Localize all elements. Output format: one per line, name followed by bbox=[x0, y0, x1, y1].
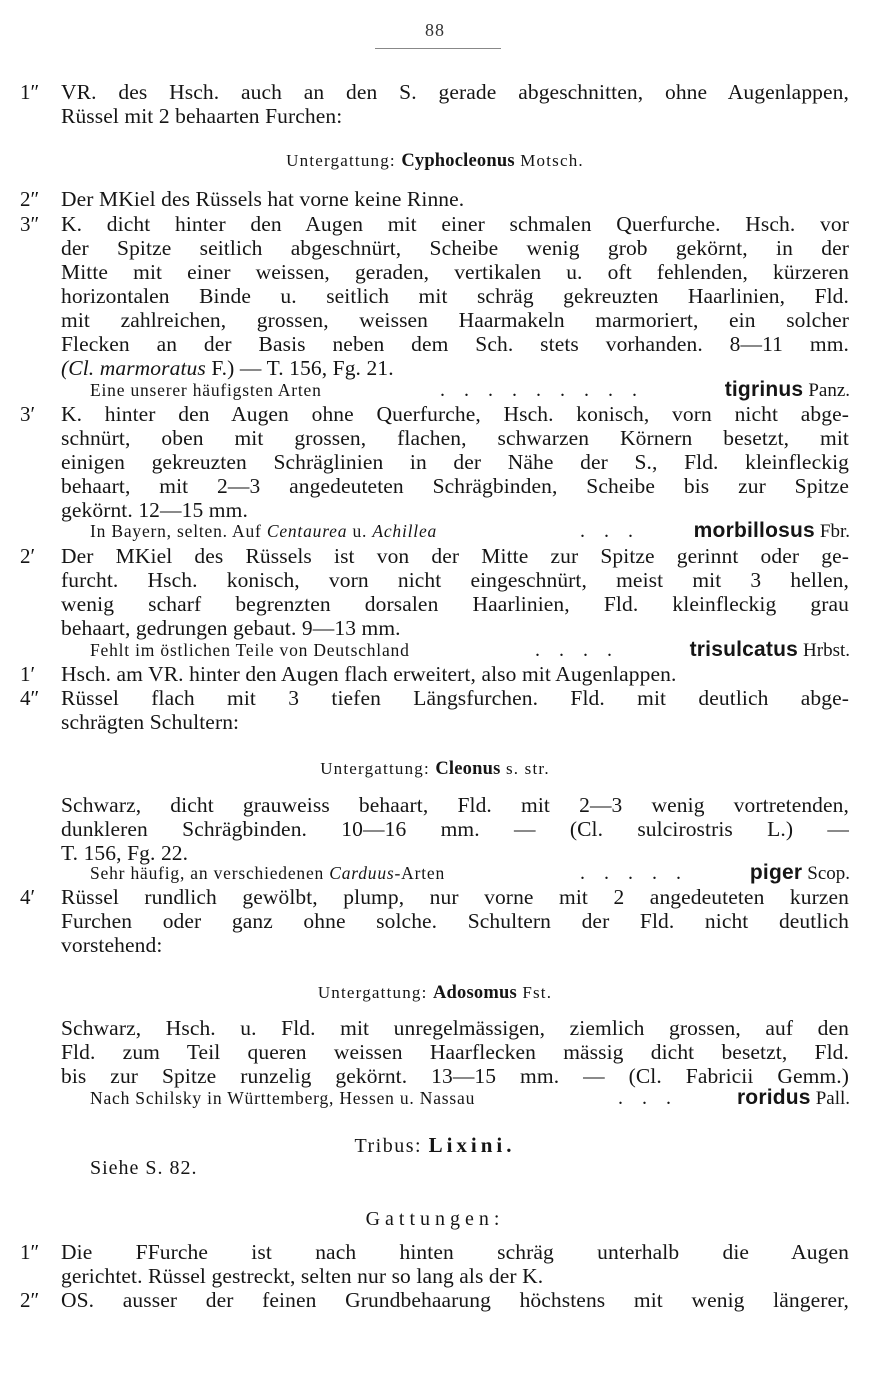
text-line: einigen gekreuzten Schräglinien in der Nähe der S., Fld. kleinfleckig bbox=[61, 450, 849, 474]
text-line: T. 156, Fg. 22. bbox=[61, 841, 189, 865]
subgenus-label: Untergattung: bbox=[317, 983, 428, 1002]
species-author: Pall. bbox=[815, 1088, 850, 1109]
couplet-marker: 2″ bbox=[20, 1288, 40, 1312]
note-text: -Arten bbox=[394, 863, 445, 883]
subgenus-name: Cyphocleonus bbox=[401, 151, 515, 171]
text-line: behaart, mit 2—3 angedeuteten Schrägbinden, Scheibe bis zur Spitze bbox=[61, 474, 849, 498]
text-line: Flecken an der Basis neben dem Sch. stets vorhanden. 8—11 mm. bbox=[61, 332, 849, 356]
couplet-marker: 1″ bbox=[20, 1240, 40, 1264]
species-note bbox=[90, 638, 850, 662]
tribus-label: Tribus: bbox=[354, 1135, 423, 1157]
text-line: gerichtet. Rüssel gestreckt, selten nur so lang als der K. bbox=[61, 1264, 544, 1288]
species-entry bbox=[750, 861, 850, 886]
text-line: schnürt, oben mit grossen, flachen, schwarzen Körnern besetzt, mit bbox=[61, 426, 849, 450]
text-line: Rüssel rundlich gewölbt, plump, nur vorne mit 2 angedeuteten kurzen bbox=[61, 885, 849, 909]
text-line: Der MKiel des Rüssels ist von der Mitte zur Spitze gerinnt oder ge- bbox=[61, 544, 849, 568]
couplet-marker: 1″ bbox=[20, 80, 40, 104]
species-name: tigrinus bbox=[724, 378, 804, 401]
text-line: Rüssel mit 2 behaarten Furchen: bbox=[61, 104, 343, 128]
text-line: Rüssel flach mit 3 tiefen Längsfurchen. Fld. mit deutlich abge- bbox=[61, 686, 849, 710]
subgenus-label: Untergattung: bbox=[286, 151, 396, 170]
couplet-marker: 1′ bbox=[20, 662, 36, 686]
couplet-marker: 2″ bbox=[20, 187, 40, 211]
note-text: Nach Schilsky in Württemberg, Hessen u. Nassau bbox=[90, 1088, 476, 1108]
species-name: piger bbox=[749, 861, 803, 884]
subgenus-heading bbox=[0, 149, 870, 173]
species-note bbox=[90, 861, 850, 885]
header-rule bbox=[375, 48, 501, 49]
subgenus-author: Fst. bbox=[522, 983, 553, 1002]
tribus-name: Lixini. bbox=[428, 1133, 516, 1157]
text-line: Hsch. am VR. hinter den Augen flach erweitert, also mit Augenlappen. bbox=[61, 662, 677, 686]
species-name: trisulcatus bbox=[689, 638, 799, 661]
text-line: schrägten Schultern: bbox=[61, 710, 240, 734]
plant-name: Achillea bbox=[372, 521, 438, 541]
text-line: VR. des Hsch. auch an den S. gerade abgeschnitten, ohne Augenlappen, bbox=[61, 80, 849, 104]
species-name: morbillosus bbox=[693, 519, 815, 542]
text-line: Die FFurche ist nach hinten schräg unterhalb die Augen bbox=[61, 1240, 849, 1264]
species-note bbox=[90, 1086, 850, 1110]
text-line: OS. ausser der feinen Grundbehaarung höchstens mit wenig längerer, bbox=[61, 1288, 849, 1312]
species-author: Panz. bbox=[808, 380, 850, 401]
species-author: Fbr. bbox=[819, 521, 850, 542]
species-author: Hrbst. bbox=[803, 640, 850, 661]
reference-rest: F.) — T. 156, Fg. 21. bbox=[205, 356, 394, 380]
couplet-marker: 4′ bbox=[20, 885, 36, 909]
genera-heading: Gattungen: bbox=[365, 1208, 505, 1230]
text-line: dunkleren Schrägbinden. 10—16 mm. — (Cl. sulcirostris L.) — bbox=[61, 817, 849, 841]
species-note bbox=[90, 519, 850, 543]
couplet-marker: 3″ bbox=[20, 212, 40, 236]
page-number: 88 bbox=[425, 20, 445, 40]
text-line: Der MKiel des Rüssels hat vorne keine Rinne. bbox=[61, 187, 465, 211]
subgenus-label: Untergattung: bbox=[320, 759, 430, 778]
text-line: Schwarz, Hsch. u. Fld. mit unregelmässigen, ziemlich grossen, auf den bbox=[61, 1016, 849, 1040]
text-line: bis zur Spitze runzelig gekörnt. 13—15 mm. — (Cl. Fabricii Gemm.) bbox=[61, 1064, 849, 1088]
text-line: behaart, gedrungen gebaut. 9—13 mm. bbox=[61, 616, 401, 640]
leader-dots: . . . . . bbox=[580, 862, 688, 884]
note-text: Fehlt im östlichen Teile von Deutschland bbox=[90, 640, 410, 660]
species-name: roridus bbox=[736, 1086, 811, 1109]
subgenus-name: Cleonus bbox=[435, 759, 501, 779]
note-text: In Bayern, selten. Auf bbox=[90, 521, 262, 541]
leader-dots: . . . bbox=[580, 520, 640, 542]
reference-line bbox=[61, 356, 849, 380]
text-line: Fld. zum Teil queren weissen Haarflecken mässig dicht besetzt, Fld. bbox=[61, 1040, 849, 1064]
subgenus-heading bbox=[0, 757, 870, 781]
text-line: Furchen oder ganz ohne solche. Schultern der Fld. nicht deutlich bbox=[61, 909, 849, 933]
text-line: K. dicht hinter den Augen mit einer schmalen Querfurche. Hsch. vor bbox=[61, 212, 849, 236]
text-line: vorstehend: bbox=[61, 933, 163, 957]
text-line: wenig scharf begrenzten dorsalen Haarlinien, Fld. kleinfleckig grau bbox=[61, 592, 849, 616]
leader-dots: . . . . . . . . . bbox=[440, 379, 644, 401]
note-text: Sehr häufig, an verschiedenen bbox=[90, 863, 330, 883]
note-text: Eine unserer häufigsten Arten bbox=[90, 380, 322, 400]
species-author: Scop. bbox=[807, 863, 850, 884]
species-entry bbox=[690, 638, 850, 663]
text-line: Mitte mit einer weissen, geraden, vertikalen u. oft fehlenden, kürzeren bbox=[61, 260, 849, 284]
leader-dots: . . . . bbox=[535, 639, 619, 661]
cross-reference: Siehe S. 82. bbox=[90, 1157, 198, 1179]
subgenus-heading bbox=[0, 981, 870, 1005]
subgenus-author: s. str. bbox=[505, 759, 550, 778]
text-line: horizontalen Binde u. seitlich mit schräg gekreuzten Haarlinien, Fld. bbox=[61, 284, 849, 308]
species-reference: (Cl. marmoratus bbox=[61, 356, 206, 380]
subgenus-author: Motsch. bbox=[520, 151, 584, 170]
text-line: der Spitze seitlich abgeschnürt, Scheibe wenig grob gekörnt, in der bbox=[61, 236, 849, 260]
note-text: u. bbox=[347, 521, 373, 541]
couplet-marker: 4″ bbox=[20, 686, 40, 710]
text-line: gekörnt. 12—15 mm. bbox=[61, 498, 248, 522]
couplet-marker: 2′ bbox=[20, 544, 36, 568]
leader-dots: . . . bbox=[618, 1087, 678, 1109]
text-line: K. hinter den Augen ohne Querfurche, Hsch. konisch, vorn nicht abge- bbox=[61, 402, 849, 426]
text-line: Schwarz, dicht grauweiss behaart, Fld. mit 2—3 wenig vortretenden, bbox=[61, 793, 849, 817]
couplet-marker: 3′ bbox=[20, 402, 36, 426]
text-line: furcht. Hsch. konisch, vorn nicht eingeschnürt, meist mit 3 hellen, bbox=[61, 568, 849, 592]
species-entry bbox=[694, 519, 850, 544]
subgenus-name: Adosomus bbox=[433, 983, 517, 1003]
species-entry bbox=[725, 378, 850, 403]
plant-name: Carduus bbox=[329, 863, 395, 883]
plant-name: Centaurea bbox=[266, 521, 348, 541]
text-line: mit zahlreichen, grossen, weissen Haarmakeln marmoriert, ein solcher bbox=[61, 308, 849, 332]
species-entry bbox=[737, 1086, 850, 1111]
species-note bbox=[90, 378, 850, 402]
tribus-heading bbox=[0, 1133, 870, 1158]
